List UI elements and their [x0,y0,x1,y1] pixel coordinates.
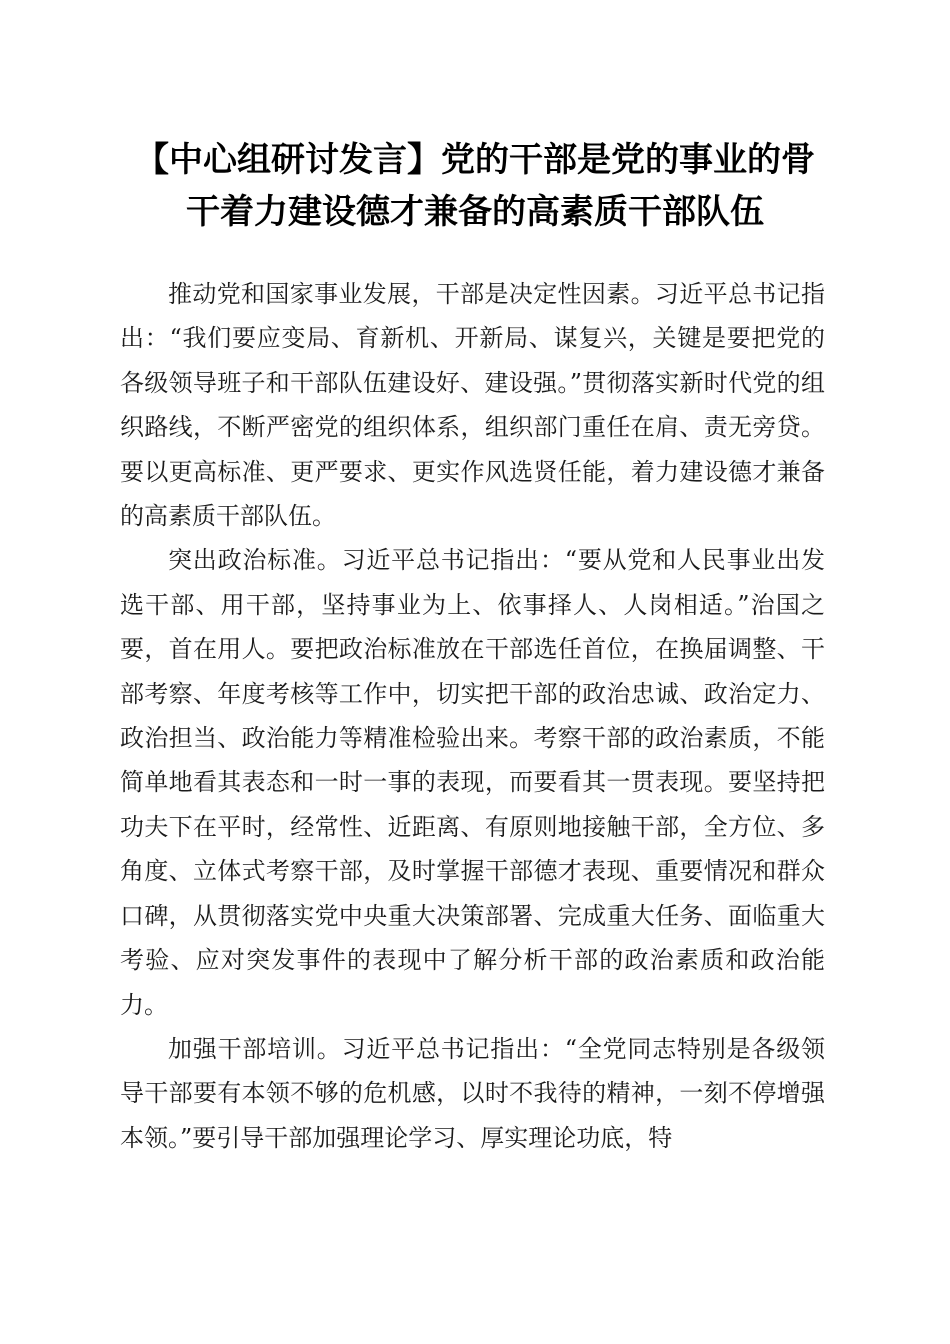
title-line-1: 【中心组研讨发言】党的干部是党的事业的骨 [135,140,815,180]
paragraph-intro: 推动党和国家事业发展，干部是决定性因素。习近平总书记指出：“我们要应变局、育新机、开新局、谋复兴，关键是要把党的各级领导班子和干部队伍建设好、建设强。”贯彻落实新时代党的组织路线，不断严密党的组织体系，组织部门重任在肩、责无旁贷。要以更高标准、更严要求、更实作风选贤任能，着力建设德才兼备的高素质干部队伍。 [120,280,825,531]
document-title [100,134,850,238]
paragraph-political-standard: 突出政治标准。习近平总书记指出：“要从党和人民事业出发选干部、用干部，坚持事业为上、依事择人、人岗相适。”治国之要，首在用人。要把政治标准放在干部选任首位，在换届调整、干部考察、年度考核等工作中，切实把干部的政治忠诚、政治定力、政治担当、政治能力等精准检验出来。考察干部的政治素质，不能简单地看其表态和一时一事的表现，而要看其一贯表现。要坚持把功夫下在平时，经常性、近距离、有原则地接触干部，全方位、多角度、立体式考察干部，及时掌握干部德才表现、重要情况和群众口碑，从贯彻落实党中央重大决策部署、完成重大任务、面临重大考验、应对突发事件的表现中了解分析干部的政治素质和政治能力。 [120,546,825,1019]
title-line-2: 干着力建设德才兼备的高素质干部队伍 [186,192,764,232]
document-body [120,272,825,1160]
paragraph-cadre-training: 加强干部培训。习近平总书记指出：“全党同志特别是各级领导干部要有本领不够的危机感，以时不我待的精神，一刻不停增强本领。”要引导干部加强理论学习、厚实理论功底，特 [120,1034,825,1152]
